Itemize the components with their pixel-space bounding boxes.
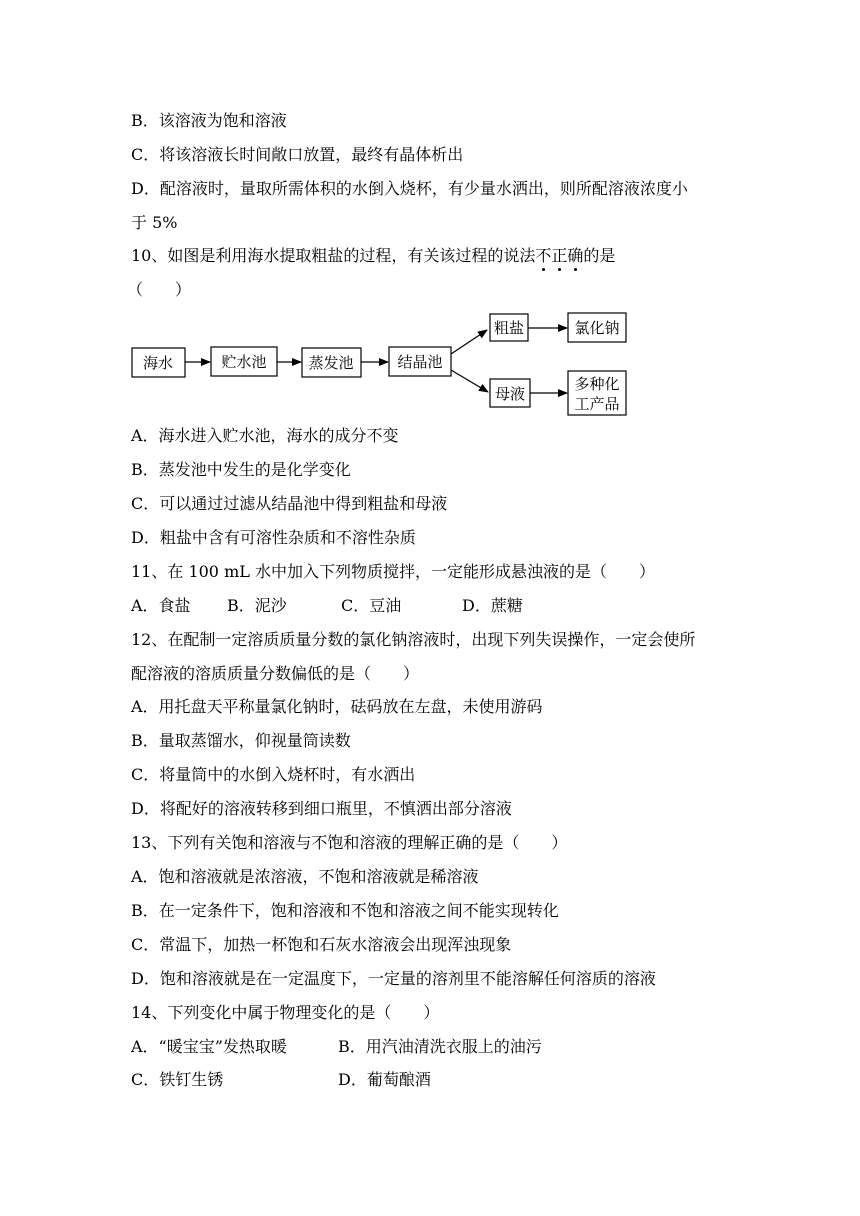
q14-option-c: C．铁钉生锈 xyxy=(131,1070,224,1089)
q11-option-c: C．豆油 xyxy=(341,596,402,615)
evaporation-pond-label: 蒸发池 xyxy=(308,354,354,372)
q13-stem: 13、下列有关饱和溶液与不饱和溶液的理解正确的是（ ） xyxy=(131,833,568,852)
sodium-chloride-box xyxy=(568,313,626,342)
q11-options xyxy=(131,596,523,616)
q10-option-a: A．海水进入贮水池，海水的成分不变 xyxy=(131,426,399,445)
q14-options-row1 xyxy=(131,1037,542,1057)
crude-salt-label: 粗盐 xyxy=(493,319,525,337)
q13-option-d: D．饱和溶液就是在一定温度下，一定量的溶剂里不能溶解任何溶质的溶液 xyxy=(131,969,656,988)
q10-emphasis-char: 正 xyxy=(551,246,568,265)
evaporation-pond-box xyxy=(302,348,361,377)
crude-salt-box xyxy=(490,314,528,341)
q10-option-d: D．粗盐中含有可溶性杂质和不溶性杂质 xyxy=(131,528,416,547)
seawater-box xyxy=(132,348,185,377)
q13-option-a: A．饱和溶液就是浓溶液，不饱和溶液就是稀溶液 xyxy=(131,867,479,886)
q10-stem-prefix: 10、如图是利用海水提取粗盐的过程，有关该过程的说法 xyxy=(131,246,536,265)
q13-option-c: C．常温下，加热一杯饱和石灰水溶液会出现浑浊现象 xyxy=(131,935,512,954)
q12-stem-continued: 配溶液的溶质质量分数偏低的是（ ） xyxy=(131,664,420,683)
crystallization-pond-box xyxy=(389,347,451,376)
q9-option-c: C．将该溶液长时间敞口放置，最终有晶体析出 xyxy=(131,145,464,164)
mother-liquor-label: 母液 xyxy=(494,385,526,403)
q12-option-a: A．用托盘天平称量氯化钠时，砝码放在左盘，未使用游码 xyxy=(131,697,543,716)
flow-arrow xyxy=(451,370,488,392)
q9-option-d-continued: 于 5% xyxy=(131,213,178,232)
q12-option-b: B．量取蒸馏水，仰视量筒读数 xyxy=(131,731,351,750)
q12-stem: 12、在配制一定溶质质量分数的氯化钠溶液时，出现下列失误操作，一定会使所 xyxy=(131,630,696,649)
flow-arrow xyxy=(451,330,487,354)
q10-emphasis-char: 确 xyxy=(567,246,584,265)
q14-stem: 14、下列变化中属于物理变化的是（ ） xyxy=(131,1003,440,1022)
q10-stem-suffix: 的是 xyxy=(583,246,616,265)
q11-option-b: B．泥沙 xyxy=(227,596,287,615)
q14-option-b: B．用汽油清洗衣服上的油污 xyxy=(338,1037,542,1056)
q14-option-d: D．葡萄酿酒 xyxy=(338,1070,431,1089)
q11-option-d: D．蔗糖 xyxy=(462,596,523,615)
q12-option-c: C．将量筒中的水倒入烧杯时，有水洒出 xyxy=(131,765,416,784)
q13-option-b: B．在一定条件下，饱和溶液和不饱和溶液之间不能实现转化 xyxy=(131,901,559,920)
chemical-products-label-line2: 工产品 xyxy=(574,395,620,413)
reservoir-label: 贮水池 xyxy=(221,353,267,371)
q14-options-row2 xyxy=(131,1070,431,1090)
q10-option-b: B．蒸发池中发生的是化学变化 xyxy=(131,460,351,479)
chemical-products-label-line1: 多种化 xyxy=(574,375,620,393)
mother-liquor-box xyxy=(490,379,530,407)
q12-option-d: D．将配好的溶液转移到细口瓶里，不慎洒出部分溶液 xyxy=(131,799,512,818)
q9-option-d: D．配溶液时，量取所需体积的水倒入烧杯，有少量水洒出，则所配溶液浓度小 xyxy=(131,179,688,198)
seawater-label: 海水 xyxy=(142,354,174,372)
q10-option-c: C．可以通过过滤从结晶池中得到粗盐和母液 xyxy=(131,494,448,513)
q14-option-a: A．“暖宝宝”发热取暖 xyxy=(131,1037,287,1056)
sodium-chloride-label: 氯化钠 xyxy=(574,319,620,337)
reservoir-box xyxy=(211,347,277,376)
q10-emphasis-char: 不 xyxy=(535,246,552,265)
q11-stem: 11、在 100 mL 水中加入下列物质搅拌，一定能形成悬浊液的是（ ） xyxy=(131,562,655,581)
q9-option-b: B．该溶液为饱和溶液 xyxy=(131,111,287,130)
q10-answer-blank: （ ） xyxy=(127,280,192,299)
q11-option-a: A．食盐 xyxy=(131,596,191,615)
crystallization-pond-label: 结晶池 xyxy=(397,353,443,371)
chemical-products-box xyxy=(568,371,626,415)
